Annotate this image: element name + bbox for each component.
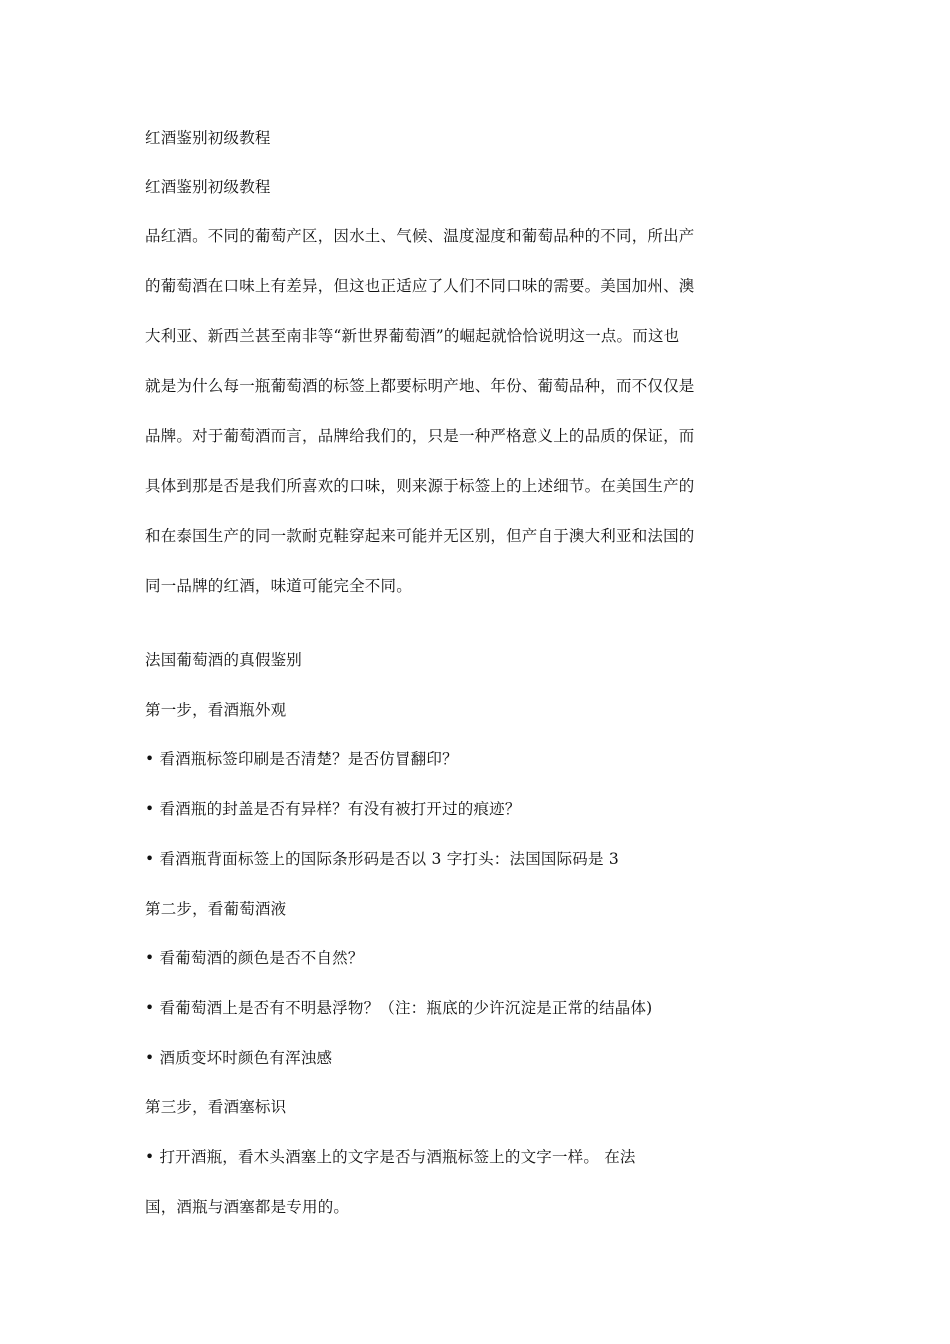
bullet-item: • 看酒瓶背面标签上的国际条形码是否以 3 字打头：法国国际码是 3 bbox=[145, 849, 619, 869]
paragraph-line: 品红酒。不同的葡萄产区，因水土、气候、温度湿度和葡萄品种的不同，所出产 bbox=[145, 227, 695, 245]
document-subtitle: 红酒鉴别初级教程 bbox=[145, 178, 271, 196]
bullet-item: • 打开酒瓶，看木头酒塞上的文字是否与酒瓶标签上的文字一样。 在法 bbox=[145, 1147, 636, 1167]
step-heading: 第一步，看酒瓶外观 bbox=[145, 701, 287, 719]
step-heading: 第二步，看葡萄酒液 bbox=[145, 900, 287, 918]
bullet-item: • 看酒瓶的封盖是否有异样？有没有被打开过的痕迹？ bbox=[145, 799, 521, 819]
paragraph-line: 同一品牌的红酒，味道可能完全不同。 bbox=[145, 577, 412, 595]
paragraph-line: 品牌。对于葡萄酒而言，品牌给我们的，只是一种严格意义上的品质的保证，而 bbox=[145, 427, 695, 445]
paragraph-line: 和在泰国生产的同一款耐克鞋穿起来可能并无区别，但产自于澳大利亚和法国的 bbox=[145, 527, 695, 545]
paragraph-line: 具体到那是否是我们所喜欢的口味，则来源于标签上的上述细节。在美国生产的 bbox=[145, 477, 695, 495]
paragraph-line: 就是为什么每一瓶葡萄酒的标签上都要标明产地、年份、葡萄品种，而不仅仅是 bbox=[145, 377, 695, 395]
paragraph-line: 大利亚、新西兰甚至南非等“新世界葡萄酒”的崛起就恰恰说明这一点。而这也 bbox=[145, 327, 680, 345]
bullet-item: • 看葡萄酒的颜色是否不自然？ bbox=[145, 948, 364, 968]
section-title: 法国葡萄酒的真假鉴别 bbox=[145, 651, 303, 669]
bullet-item: • 看葡萄酒上是否有不明悬浮物？（注：瓶底的少许沉淀是正常的结晶体) bbox=[145, 998, 652, 1018]
document-title: 红酒鉴别初级教程 bbox=[145, 129, 271, 147]
paragraph-line: 的葡萄酒在口味上有差异，但这也正适应了人们不同口味的需要。美国加州、澳 bbox=[145, 277, 695, 295]
bullet-continuation: 国，酒瓶与酒塞都是专用的。 bbox=[145, 1198, 350, 1216]
step-heading: 第三步，看酒塞标识 bbox=[145, 1098, 287, 1116]
bullet-item: • 酒质变坏时颜色有浑浊感 bbox=[145, 1048, 332, 1068]
bullet-item: • 看酒瓶标签印刷是否清楚？是否仿冒翻印？ bbox=[145, 749, 458, 769]
